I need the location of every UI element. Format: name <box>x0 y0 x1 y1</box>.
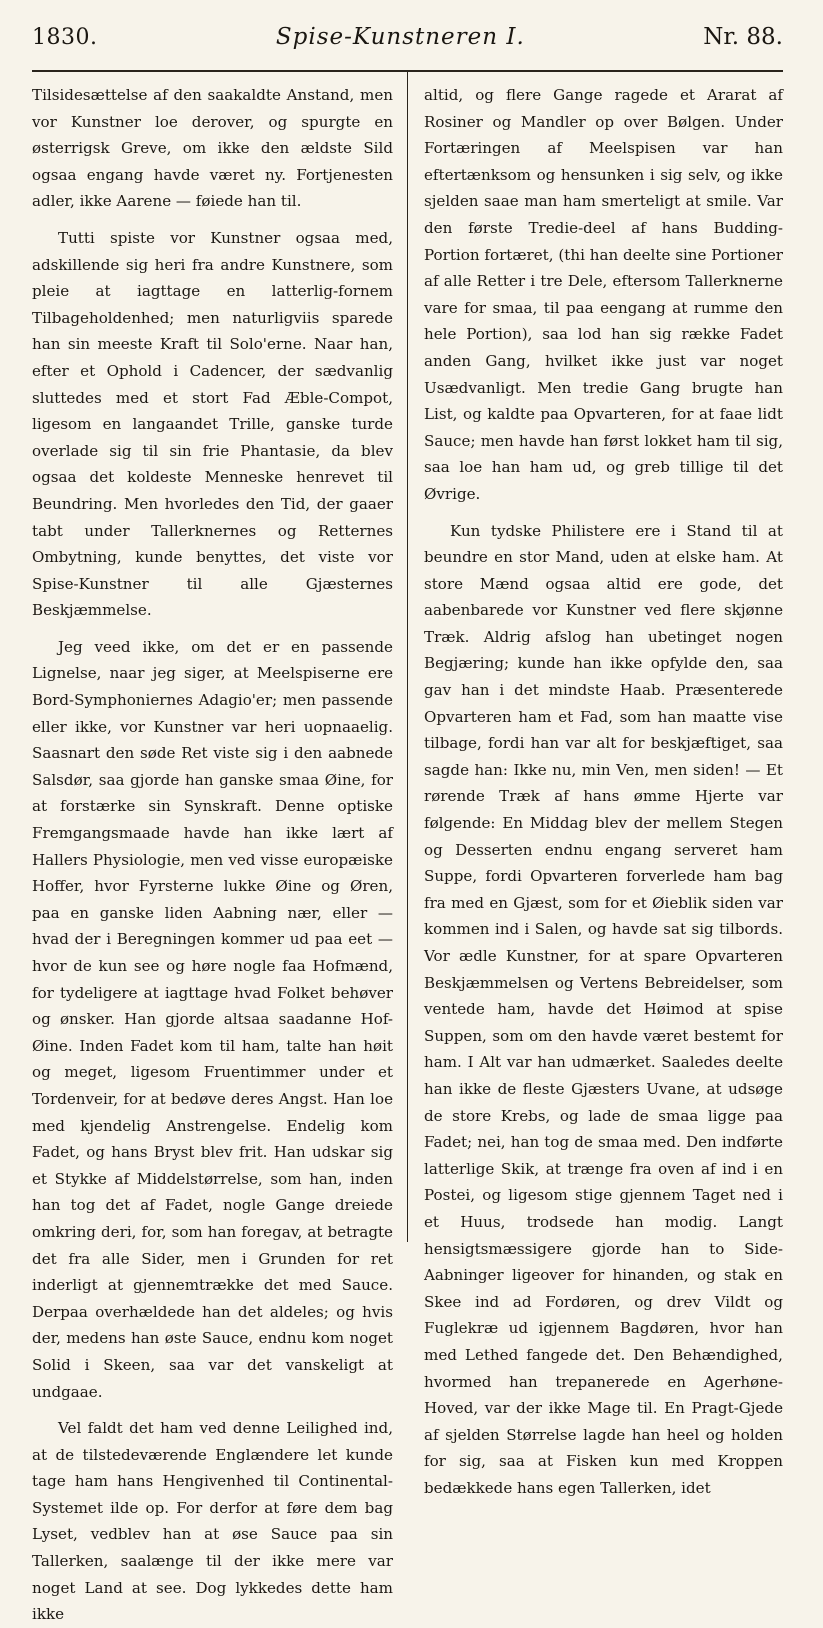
issue-number: Nr. 88. <box>703 24 783 50</box>
issue-year: 1830. <box>32 25 98 50</box>
right-column <box>412 72 783 1497</box>
text-columns <box>32 72 783 1624</box>
paragraph: Tilsidesættelse af den saakaldte Anstand, men vor Kunstner loe derover, og spurgte en østerrigsk Greve, om ikke den ældste Sild ogsaa engang havde været ny. Fortjenesten adler, ikke Aarene — føiede han til. <box>32 86 393 211</box>
paragraph: altid, og flere Gange ragede et Ararat af Rosiner og Mandler op over Bølgen. Under Fortæringen af Meelspisen var han eftertænksom og hensunken i sig selv, og ikke sjelden saae man ham smerteligt at smile. Var den første Tredie-deel af hans Budding-Portion fortæret, (thi han deelte sine Portioner af alle Retter i tre Dele, eftersom Tallerknerne vare for smaa, til paa eengang at rumme den hele Portion), saa lod han sig række Fadet anden Gang, hvilket ikke just var noget Usædvanligt. Men tredie Gang brugte han List, og kaldte paa Opvarteren, for at faae lidt Sauce; men havde han først lokket ham til sig, saa loe han ham ud, og greb tillige til det Øvrige. <box>424 86 783 503</box>
paragraph: Kun tydske Philistere ere i Stand til at beundre en stor Mand, uden at elske ham. At store Mænd ogsaa altid ere gode, det aabenbarede vor Kunstner ved flere skjønne Træk. Aldrig afslog han ubetinget nogen Begjæring; kunde han ikke opfylde den, saa gav han i det mindste Haab. Præsenterede Opvarteren ham et Fad, som han maatte vise tilbage, fordi han var alt for beskjæftiget, saa sagde han: Ikke nu, min Ven, men siden! — Et rørende Træk af hans ømme Hjerte var følgende: En Middag blev der mellem Stegen og Desserten endnu engang serveret ham Suppe, fordi Opvarteren forverlede ham bag fra med en Gjæst, som for et Øieblik siden var kommen ind i Salen, og havde sat sig tilbords. Vor ædle Kunstner, for at spare Opvarteren Beskjæmmelsen og Vertens Bebreidelser, som ventede ham, havde det Høimod at spise Suppen, som om den havde været bestemt for ham. I Alt var han udmærket. Saaledes deelte han ikke de fleste Gjæsters Uvane, at udsøge de store Krebs, og lade de smaa ligge paa Fadet; nei, han tog de smaa med. Den indførte latterlige Skik, at trænge fra oven af ind i en Postei, og ligesom stige gjennem Taget ned i et Huus, trodsede han modig. Langt hensigtsmæssigere gjorde han to Side-Aabninger ligeover for hinanden, og stak en Skee ind ad Fordøren, og drev Vildt og Fuglekræ ud igjennem Bagdøren, hvor han med Lethed fangede det. Den Behændighed, hvormed han trepanerede en Agerhøne-Hoved, var der ikke Mage til. En Pragt-Gjede af sjelden Størrelse lagde han heel og holden for sig, saa at Fisken kun med Kroppen bedækkede hans egen Tallerken, idet <box>424 521 783 1497</box>
publication-title: Spise-Kunstneren I. <box>275 24 525 50</box>
paragraph: Jeg veed ikke, om det er en passende Lignelse, naar jeg siger, at Meelspiserne ere Bord-Symphoniernes Adagio'er; men passende eller ikke, vor Kunstner var heri uopnaaelig. Saasnart den søde Ret viste sig i den aabnede Salsdør, saa gjorde han ganske smaa Øine, for at forstærke sin Synskraft. Denne optiske Fremgangsmaade havde han ikke lært af Hallers Physiologie, men ved visse europæiske Hoffer, hvor Fyrsterne lukke Øine og Øren, paa en ganske liden Aabning nær, eller — hvad der i Beregningen kommer ud paa eet — hvor de kun see og høre nogle faa Hofmænd, for tydeligere at iagttage hvad Folket behøver og ønsker. Han gjorde altsaa saadanne Hof-Øine. Inden Fadet kom til ham, talte han høit og meget, ligesom Fruentimmer under et Tordenveir, for at bedøve deres Angst. Han loe med kjendelig Anstrengelse. Endelig kom Fadet, og hans Bryst blev frit. Han udskar sig et Stykke af Middelstørrelse, som han, inden han tog det af Fadet, nogle Gange dreiede omkring deri, for, som han foregav, at betragte det fra alle Sider, men i Grunden for ret inderligt at gjennemtrække det med Sauce. Derpaa overhældede han det aldeles; og hvis der, medens han øste Sauce, endnu kom noget Solid i Skeen, saa var det vanskeligt at undgaae. <box>32 637 393 1401</box>
paragraph: Tutti spiste vor Kunstner ogsaa med, adskillende sig heri fra andre Kunstnere, som pleie at iagttage en latterlig-fornem Tilbageholdenhed; men naturligviis sparede han sin meeste Kraft til Solo'erne. Naar han, efter et Ophold i Cadencer, der sædvanlig sluttedes med et stort Fad Æble-Compot, ligesom en langaandet Trille, ganske turde overlade sig til sin frie Phantasie, da blev ogsaa det koldeste Menneske henrevet til Beundring. Men hvorledes den Tid, der gaaer tabt under Tallerknernes og Retternes Ombytning, kunde benyttes, det viste vor Spise-Kunstner til alle Gjæsternes Beskjæmmelse. <box>32 228 393 620</box>
page-header <box>32 24 783 64</box>
paragraph: Vel faldt det ham ved denne Leilighed ind, at de tilstedeværende Englændere let kunde tage ham hans Hengivenhed til Continental-Systemet ilde op. For derfor at føre dem bag Lyset, vedblev han at øse Sauce paa sin Tallerken, saalænge til der ikke mere var noget Land at see. Dog lykkedes dette ham ikke <box>32 1419 393 1624</box>
column-divider <box>407 72 408 1242</box>
left-column <box>32 72 403 1624</box>
